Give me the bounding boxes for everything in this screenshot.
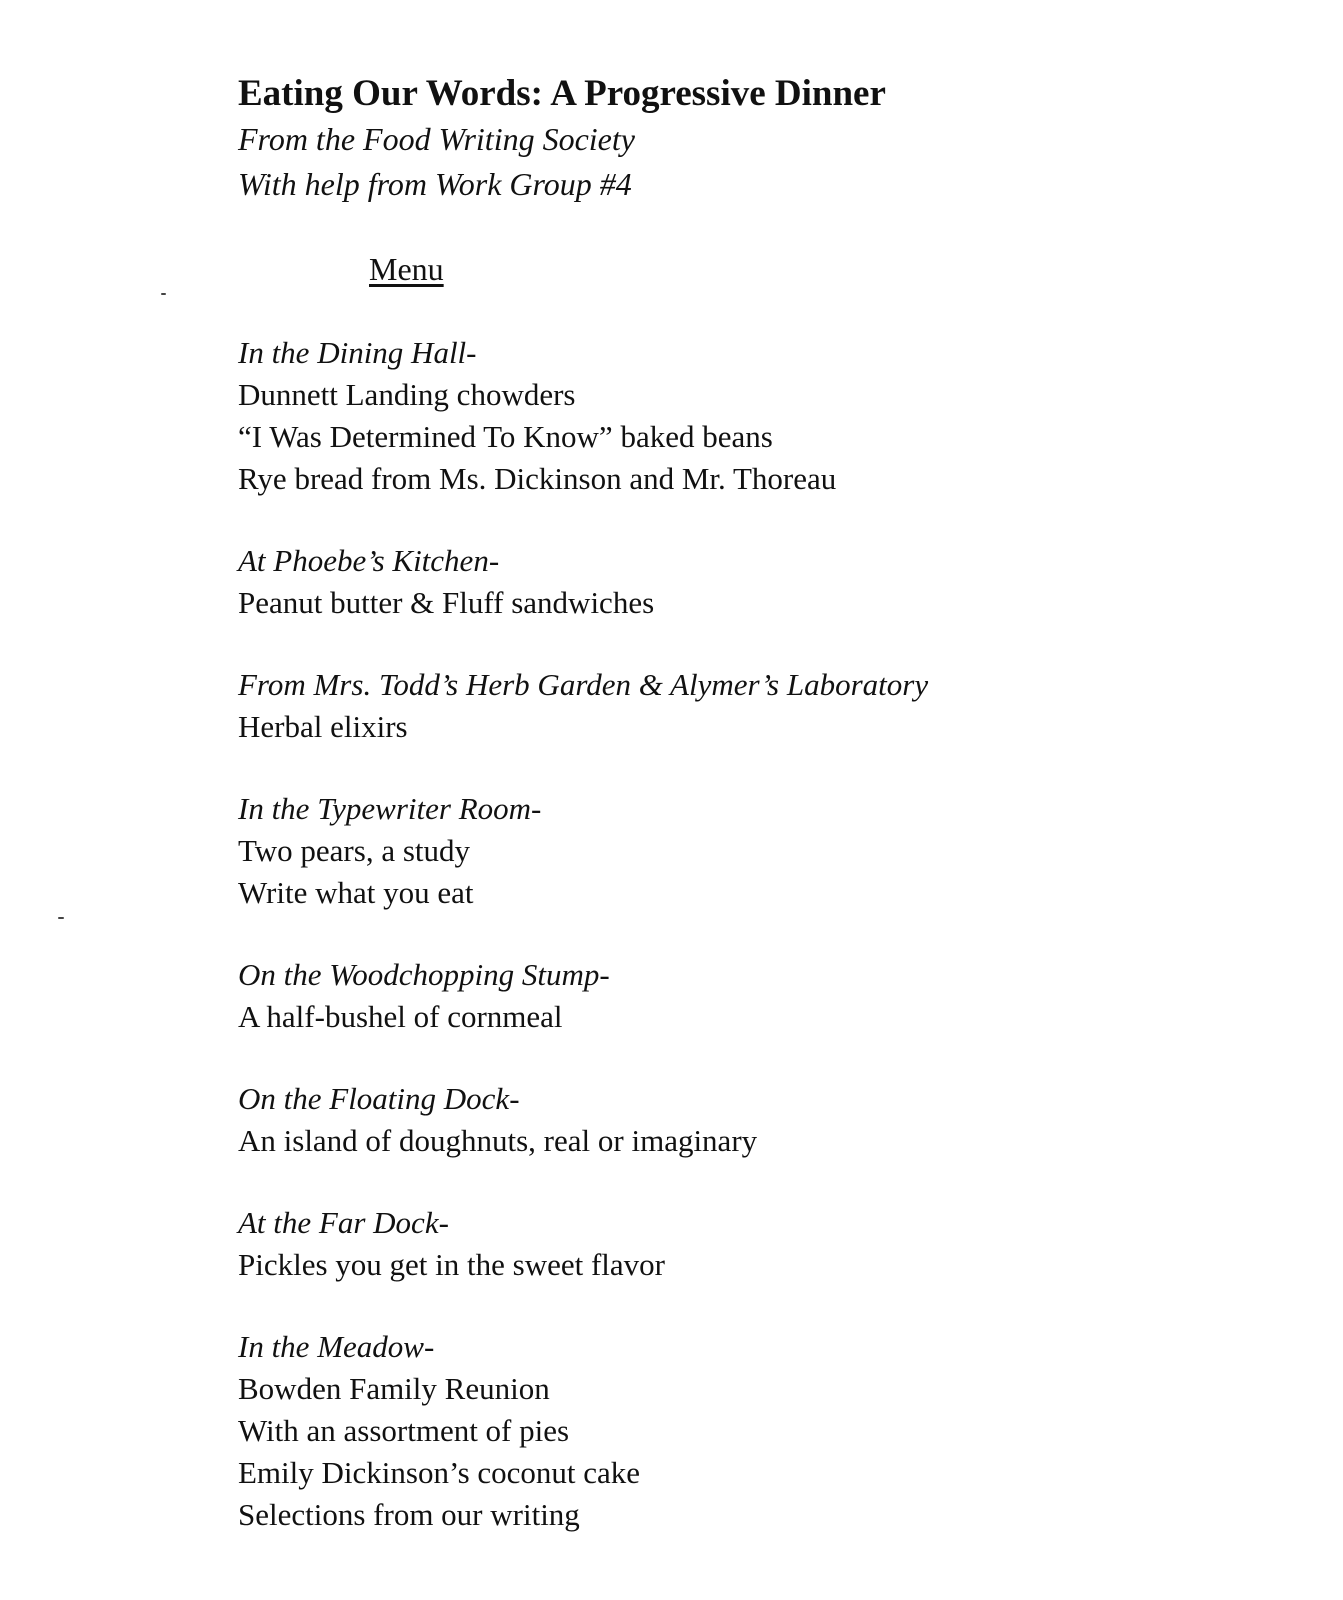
menu-section-typewriter-room [238,788,1238,914]
menu-section-meadow [238,1326,1238,1536]
section-heading: From Mrs. Todd’s Herb Garden & Alymer’s Laboratory [238,667,929,702]
menu-section-floating-dock [238,1078,1238,1162]
subtitle-work-group: With help from Work Group #4 [238,166,632,202]
menu-item: Two pears, a study [238,833,471,868]
menu-item: Herbal elixirs [238,709,408,744]
menu-item: Bowden Family Reunion [238,1371,550,1406]
menu-sections [238,332,1238,1576]
subtitle-organization: From the Food Writing Society [238,121,635,157]
menu-item: Selections from our writing [238,1497,580,1532]
menu-section-herb-garden [238,664,1238,748]
menu-section-far-dock [238,1202,1238,1286]
menu-item: Peanut butter & Fluff sandwiches [238,585,655,620]
menu-section-dining-hall [238,332,1238,500]
section-heading: In the Dining Hall- [238,335,477,370]
menu-item: Emily Dickinson’s coconut cake [238,1455,641,1490]
scan-speck [161,293,166,295]
section-heading: At Phoebe’s Kitchen- [238,543,500,578]
menu-heading: Menu [369,251,444,287]
menu-item: “I Was Determined To Know” baked beans [238,419,773,454]
section-heading: On the Floating Dock- [238,1081,520,1116]
menu-item: Rye bread from Ms. Dickinson and Mr. Thoreau [238,461,837,496]
menu-section-woodchopping-stump [238,954,1238,1038]
menu-item: A half-bushel of cornmeal [238,999,563,1034]
section-heading: In the Meadow- [238,1329,435,1364]
document-title: Eating Our Words: A Progressive Dinner [238,73,886,114]
scan-speck [58,917,64,919]
menu-item: Dunnett Landing chowders [238,377,576,412]
menu-item: With an assortment of pies [238,1413,570,1448]
section-heading: In the Typewriter Room- [238,791,542,826]
menu-section-phoebes-kitchen [238,540,1238,624]
menu-item: An island of doughnuts, real or imaginary [238,1123,758,1158]
menu-item: Write what you eat [238,875,474,910]
menu-item: Pickles you get in the sweet flavor [238,1247,666,1282]
section-heading: On the Woodchopping Stump- [238,957,610,992]
section-heading: At the Far Dock- [238,1205,449,1240]
